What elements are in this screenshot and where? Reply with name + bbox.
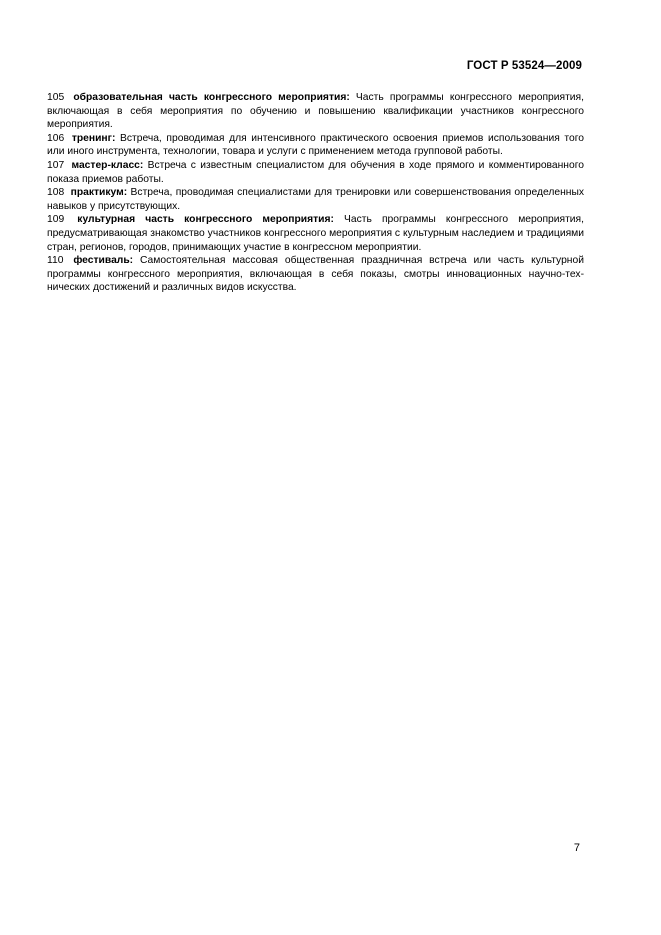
entry-definition: Часть программы конгрессного мероприятия, предусматривающая знакомство участников конгрессного мероприятия с культурным наследием и традициями стран, регионов, городов, принимающих участие в конгрессном мероприятии. <box>47 214 584 253</box>
entry-definition: Самостоятельная массовая общественная праздничная встреча или часть культурной программы конгрессного мероприятия, включающая в себя показы, смотры инновационных научно-технических достижений и различных видов искусства. <box>47 255 584 294</box>
term-entry-106 <box>47 132 584 159</box>
standard-number: ГОСТ Р 53524—2009 <box>466 60 582 72</box>
term-entry-107 <box>47 159 584 186</box>
entry-term: тренинг: <box>71 132 116 144</box>
entry-number: 107 <box>47 159 65 171</box>
entry-number: 109 <box>47 214 65 226</box>
entry-definition: Встреча, проводимая для интенсивного практического освоения приемов использования того или иного инструмента, технологии, товара и услуги с применением метода групповой работы. <box>47 132 584 158</box>
term-entry-110 <box>47 254 584 295</box>
entry-definition: Встреча, проводимая специалистами для тренировки или совершенствования определенных навыков у присутствующих. <box>47 187 584 212</box>
entry-number: 106 <box>47 132 65 144</box>
document-header <box>467 60 582 72</box>
term-entry-109 <box>47 213 584 254</box>
entry-number: 110 <box>47 255 64 267</box>
entry-term: мастер-класс: <box>71 159 144 171</box>
entry-number: 108 <box>47 187 65 199</box>
entry-definition: Часть программы конгрессного мероприятия, включающая в себя мероприятия по обучению и повышению квалификации участников конгрессного мероприятия. <box>47 92 584 131</box>
page-number: 7 <box>573 842 580 854</box>
term-entry-108 <box>47 186 584 213</box>
entry-definition: Встреча с известным специалистом для обучения в ходе прямого и комментированного показа приемов работы. <box>47 159 584 185</box>
entry-term: образовательная часть конгрессного мероприятия: <box>73 92 350 103</box>
entry-term: фестиваль: <box>73 255 134 267</box>
entry-term: практикум: <box>70 187 128 199</box>
entry-term: культурная часть конгрессного мероприятия: <box>77 214 334 226</box>
term-entry-105 <box>47 91 584 132</box>
document-body <box>47 91 584 295</box>
entry-number: 105 <box>47 92 65 103</box>
